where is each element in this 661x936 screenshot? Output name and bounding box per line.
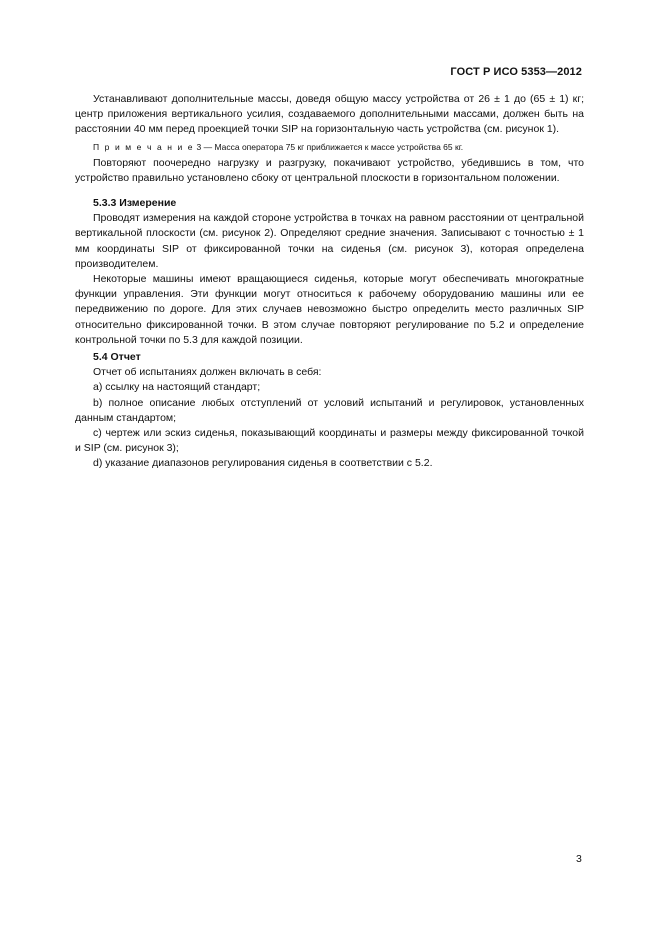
section-heading-5-4: 5.4 Отчет <box>93 351 141 364</box>
note-label: П р и м е ч а н и е <box>93 141 195 152</box>
note-text: 3 — Масса оператора 75 кг приближается к массе устройства 65 кг. <box>196 141 464 152</box>
paragraph-rotating-seats: Некоторые машины имеют вращающиеся сиденья, которые могут обеспечивать многократные функции управления. Эти функции могут относиться к рабочему оборудованию машины или ее передвижению по дороге. Для этих случаев невозможно быстро определить место различных SIP относительно фиксированной точки. В этом случае повторяют регулирование по 5.2 и определение контрольной точки по 5.3 для каждой позиции. <box>75 273 584 346</box>
paragraph-additional-masses: Устанавливают дополнительные массы, доведя общую массу устройства от 26 ± 1 до (65 ± 1) кг; центр приложения вертикального усилия, создаваемого дополнительными массами, должен быть на расстоянии 40 мм перед проекцией точки SIP на горизонтальную часть устройства (см. рисунок 1). <box>75 93 584 136</box>
list-item-b: b) полное описание любых отступлений от условий испытаний и регулировок, установленных данным стандартом; <box>75 396 584 424</box>
list-item-c: с) чертеж или эскиз сиденья, показывающий координаты и размеры между фиксированной точкой и SIP (см. рисунок 3); <box>75 427 584 455</box>
standard-header: ГОСТ Р ИСО 5353—2012 <box>450 66 582 78</box>
document-body <box>75 92 584 472</box>
paragraph-load-unload: Повторяют поочередно нагрузку и разгрузку, покачивают устройство, убедившись в том, что устройство правильно установлено сбоку от центральной плоскости в горизонтальном положении. <box>75 156 584 184</box>
note-operator-mass <box>75 140 584 154</box>
list-item-a: а) ссылку на настоящий стандарт; <box>93 381 261 394</box>
list-item-d: d) указание диапазонов регулирования сиденья в соответствии с 5.2. <box>93 457 433 470</box>
page-number: 3 <box>576 853 582 865</box>
section-heading-5-3-3: 5.3.3 Измерение <box>93 197 177 210</box>
paragraph-measurements: Проводят измерения на каждой стороне устройства в точках на равном расстоянии от центральной вертикальной плоскости (см. рисунок 2). Определяют средние значения. Записывают с точностью ± 1 мм координаты SIP от фиксированной точки на сиденья (см. рисунок 3), которая определена производителем. <box>75 212 584 270</box>
paragraph-report-intro: Отчет об испытаниях должен включать в себя: <box>93 366 322 379</box>
